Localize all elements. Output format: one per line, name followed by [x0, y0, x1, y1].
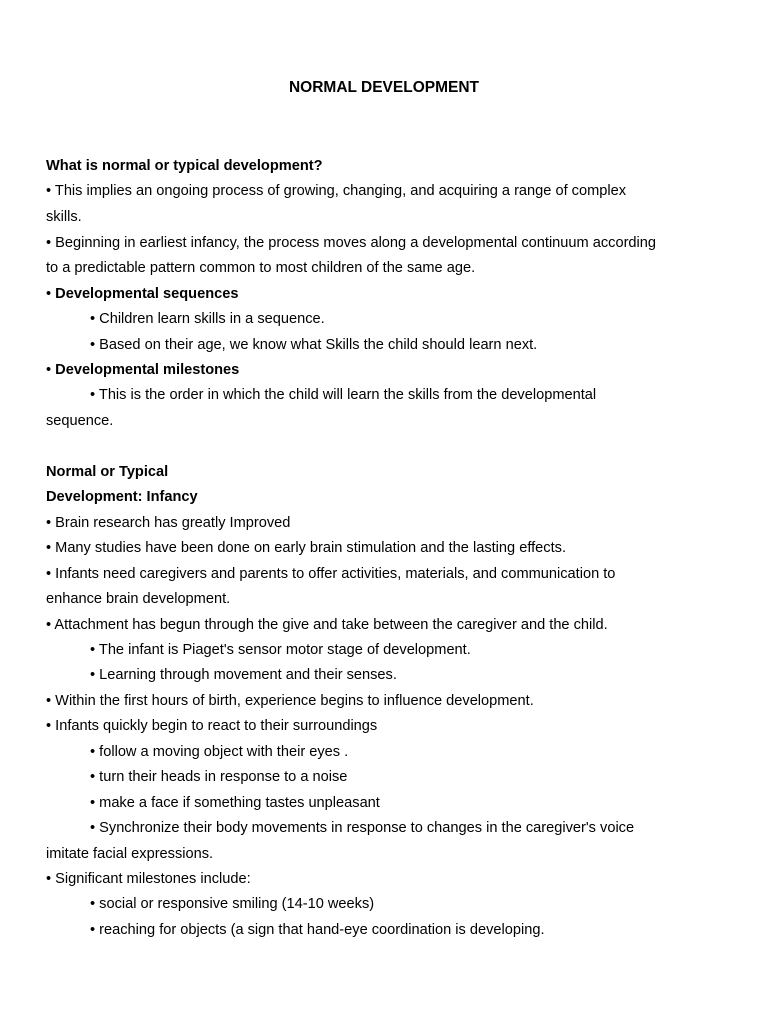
paragraph-line: • Beginning in earliest infancy, the process moves along a developmental continuum according: [46, 235, 657, 251]
paragraph-line: • This implies an ongoing process of growing, changing, and acquiring a range of complex: [46, 183, 627, 199]
paragraph-line: sequence.: [46, 413, 114, 429]
section-heading-infancy: Development: Infancy: [46, 489, 198, 505]
document-title: NORMAL DEVELOPMENT: [288, 79, 480, 96]
paragraph-line: skills.: [46, 209, 82, 225]
paragraph-line: enhance brain development.: [46, 591, 231, 607]
section-heading-infancy: Normal or Typical: [46, 464, 169, 480]
paragraph-line: imitate facial expressions.: [46, 846, 214, 862]
sub-list-item: • social or responsive smiling (14-10 weeks): [90, 896, 375, 912]
sub-list-item: • This is the order in which the child will learn the skills from the developmental: [90, 387, 597, 403]
list-item: • Infants quickly begin to react to their surroundings: [46, 718, 378, 734]
list-item: • Many studies have been done on early brain stimulation and the lasting effects.: [46, 540, 566, 556]
sub-list-item: • make a face if something tastes unpleasant: [90, 795, 380, 811]
list-item-developmental-milestones: [46, 360, 239, 380]
list-item: • Attachment has begun through the give and take between the caregiver and the child.: [46, 617, 608, 633]
sub-list-item: • Synchronize their body movements in response to changes in the caregiver's voice: [90, 820, 635, 836]
bullet: •: [46, 286, 56, 302]
paragraph-line: to a predictable pattern common to most children of the same age.: [46, 260, 476, 276]
sub-list-item: • The infant is Piaget's sensor motor stage of development.: [90, 642, 471, 658]
sub-list-item: • Based on their age, we know what Skills the child should learn next.: [90, 337, 538, 353]
list-item: • Brain research has greatly Improved: [46, 515, 291, 531]
section-heading-typical-development: What is normal or typical development?: [46, 158, 323, 174]
bullet: •: [46, 362, 56, 378]
list-item: • Significant milestones include:: [46, 871, 251, 887]
sub-list-item: • Learning through movement and their senses.: [90, 667, 397, 683]
sub-list-item: • follow a moving object with their eyes .: [90, 744, 349, 760]
list-item: • Infants need caregivers and parents to offer activities, materials, and communication to: [46, 566, 616, 582]
list-item-developmental-sequences: [46, 284, 238, 304]
sub-list-item: • turn their heads in response to a noise: [90, 769, 348, 785]
list-item: • Within the first hours of birth, experience begins to influence development.: [46, 693, 534, 709]
sub-list-item: • Children learn skills in a sequence.: [90, 311, 325, 327]
subheading: Developmental sequences: [55, 286, 239, 302]
sub-list-item: • reaching for objects (a sign that hand-eye coordination is developing.: [90, 922, 545, 938]
subheading: Developmental milestones: [55, 362, 240, 378]
